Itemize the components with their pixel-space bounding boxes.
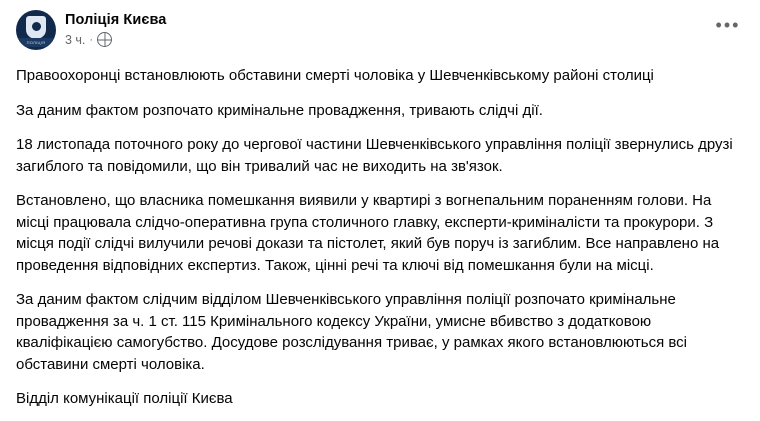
- post-header: [16, 10, 744, 56]
- police-emblem-icon: [26, 16, 46, 39]
- more-options-button[interactable]: •••: [715, 15, 741, 35]
- post-timestamp[interactable]: 3 ч.: [65, 32, 86, 47]
- globe-icon[interactable]: [97, 32, 112, 47]
- post-paragraph: 18 листопада поточного року до чергової частини Шевченківського управління поліції звернулись друзі загиблого та повідомили, що він тривалий час не виходить на зв'язок.: [16, 136, 733, 175]
- post-text: [16, 65, 744, 410]
- post-meta: [65, 32, 166, 47]
- post-author-block: [65, 10, 166, 47]
- post-paragraph: За даним фактом слідчим відділом Шевченківського управління поліції розпочато кримінальне провадження за ч. 1 ст. 115 Кримінального кодексу України, умисне вбивство з додатковою кваліфікацією самогубство. Досудове розслідування триває, у рамках якого встановлюються всі обставини смерті чоловіка.: [16, 291, 688, 373]
- post-paragraph: Відділ комунікації поліції Києва: [16, 390, 233, 407]
- avatar[interactable]: [16, 10, 56, 50]
- meta-separator: ·: [89, 33, 94, 46]
- post-paragraph: Правоохоронці встановлюють обставини смерті чоловіка у Шевченківському районі столиці: [16, 67, 654, 84]
- post-paragraph: За даним фактом розпочато кримінальне провадження, тривають слідчі дії.: [16, 101, 543, 119]
- page-name[interactable]: Поліція Києва: [65, 12, 167, 28]
- avatar-band-label: ПОЛІЦІЯ: [16, 38, 56, 47]
- post-paragraph: Встановлено, що власника помешкання виявили у квартирі з вогнепальним пораненням голови. На місці працювала слідчо-оперативна група столичного главку, експерти-криміналісти та прокурори. З місця події слідчі вилучили речові докази та пістолет, який був поруч із загиблим. Все направлено на проведення відповідних експертиз. Також, цінні речі та ключі від помешкання були на місці.: [16, 192, 720, 274]
